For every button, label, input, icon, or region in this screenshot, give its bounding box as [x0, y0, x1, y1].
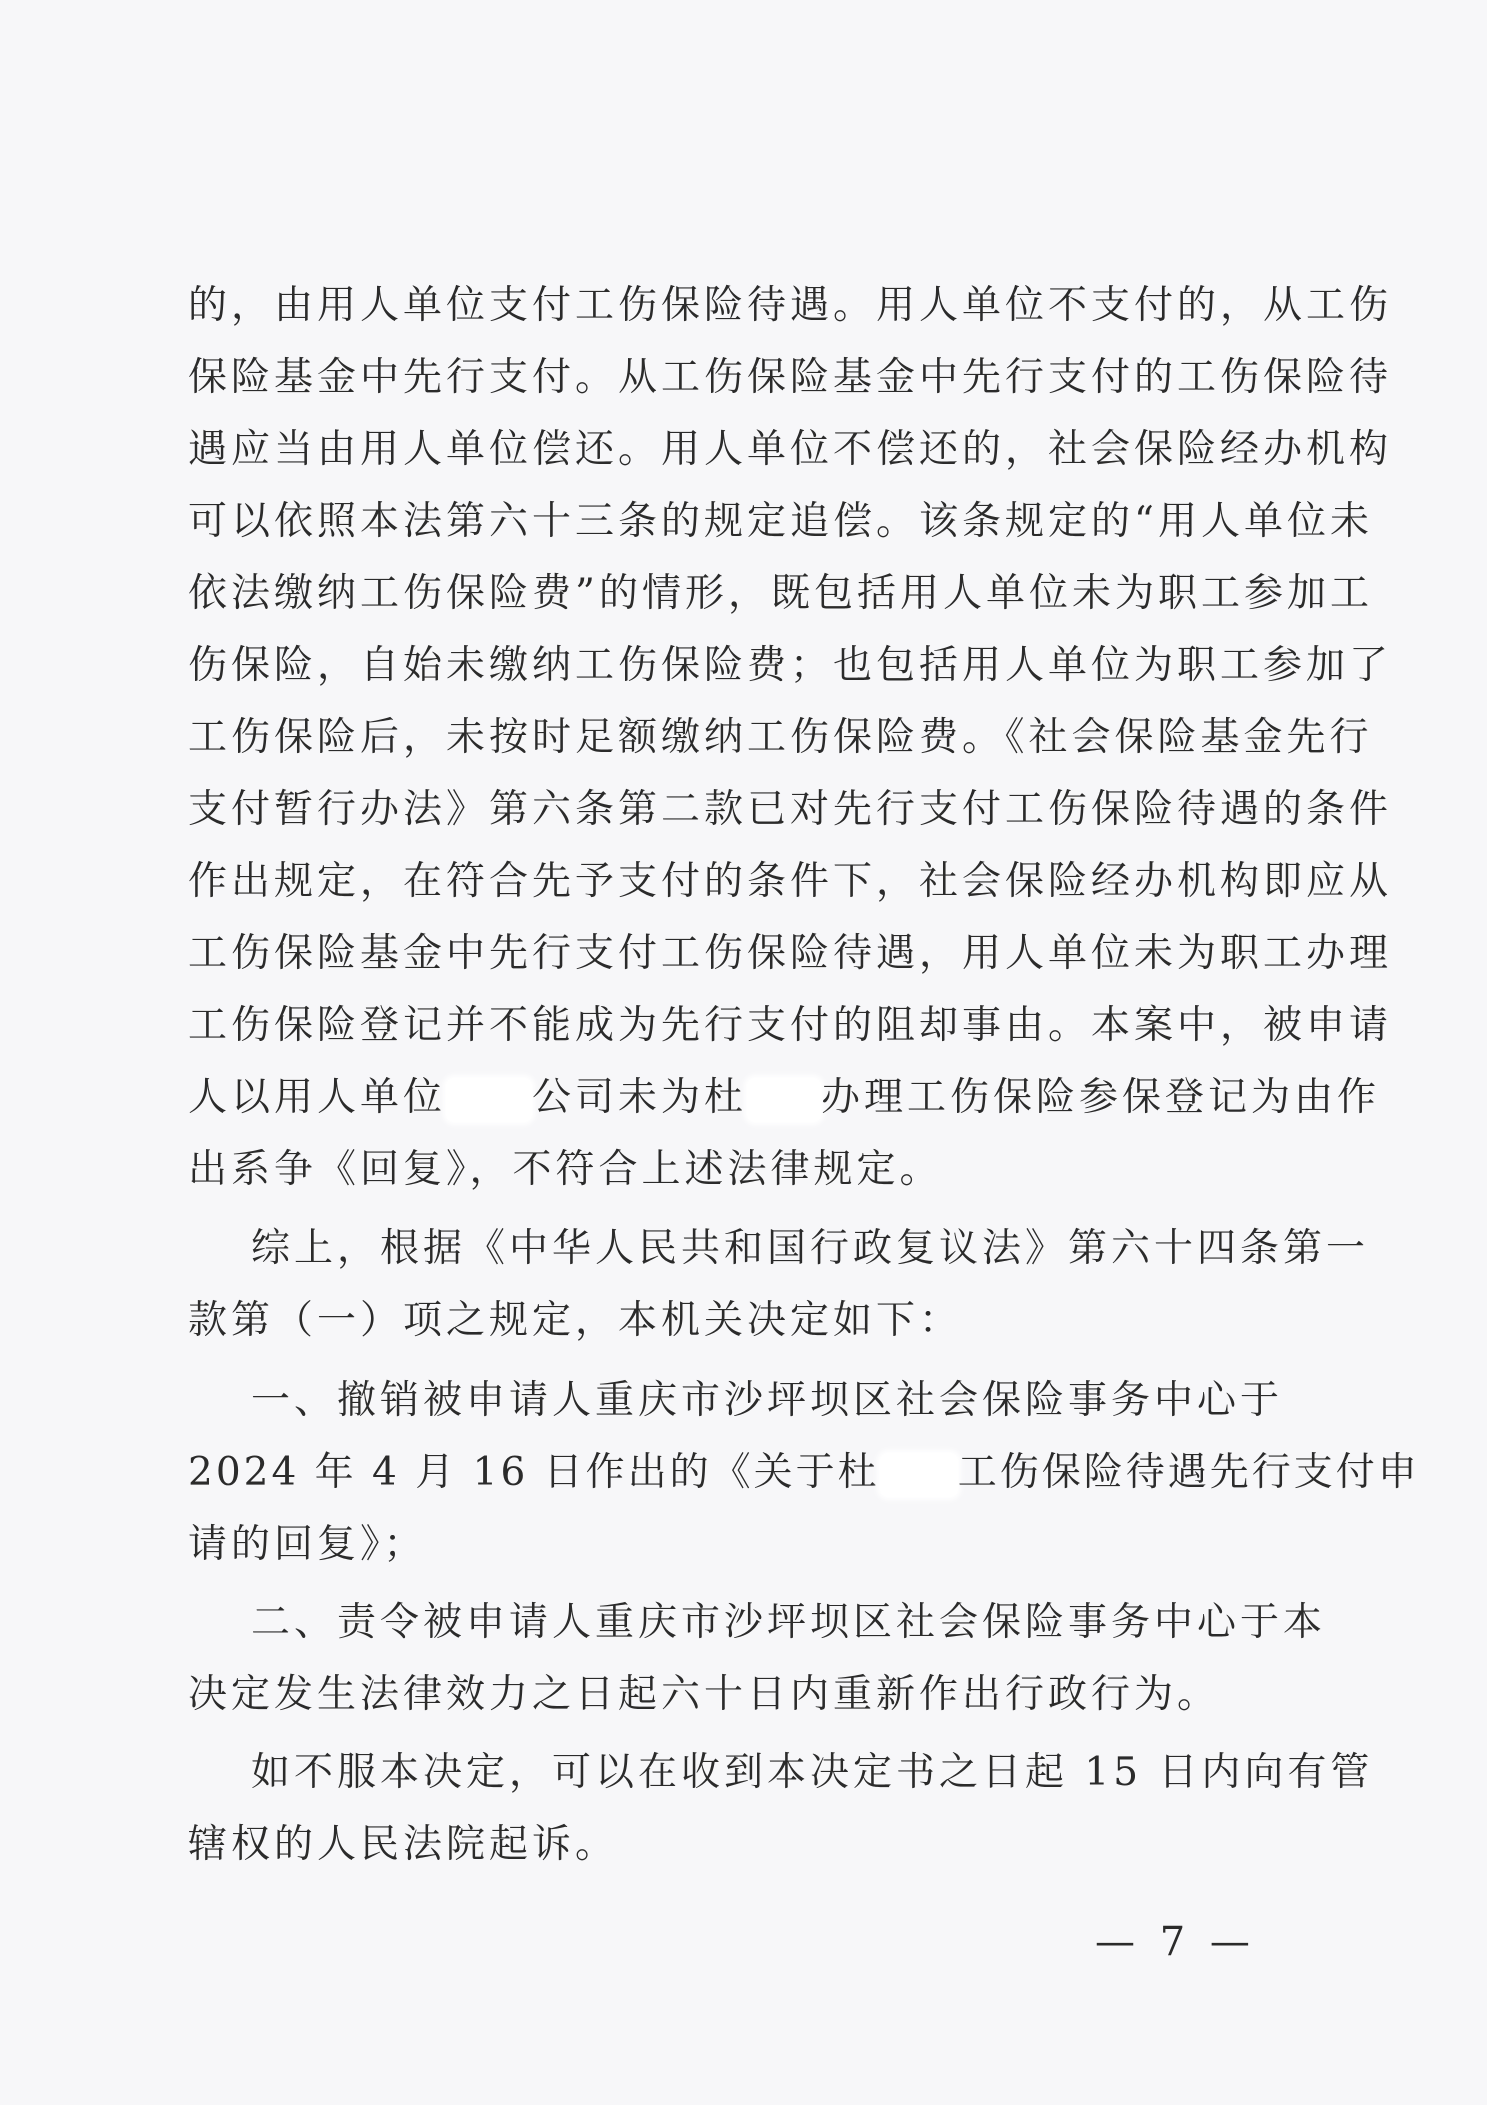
- text-line: [188, 487, 1373, 557]
- text-line: [188, 1286, 1318, 1356]
- text-segment: 人以用人单位: [188, 1075, 447, 1120]
- text-line: [188, 1135, 1318, 1205]
- text-line: [188, 703, 1373, 773]
- text-line: [188, 1660, 1318, 1730]
- text-segment: 工伤保险登记并不能成为先行支付的阻却事由。本案中，被申请: [188, 1003, 1393, 1048]
- text-segment: 可以依照本法第六十三条的规定追偿。该条规定的“用人单位未: [188, 499, 1373, 544]
- text-line: [188, 919, 1393, 989]
- text-line: [188, 1510, 1318, 1580]
- text-line: [188, 559, 1373, 629]
- text-segment: 二、责令被申请人重庆市沙坪坝区社会保险事务中心于本: [251, 1600, 1327, 1645]
- text-segment: 工伤保险后，未按时足额缴纳工伤保险费。《社会保险基金先行: [188, 715, 1373, 760]
- text-segment: 一、撤销被申请人重庆市沙坪坝区社会保险事务中心于: [251, 1378, 1284, 1423]
- text-segment: 遇应当由用人单位偿还。用人单位不偿还的，社会保险经办机构: [188, 427, 1393, 472]
- text-segment: 伤保险，自始未缴纳工伤保险费；也包括用人单位为职工参加了: [188, 643, 1393, 688]
- text-line: [188, 631, 1393, 701]
- text-line: [188, 847, 1393, 917]
- redaction-mark: [880, 1453, 958, 1497]
- redaction-mark: [446, 1078, 532, 1122]
- text-segment: 工伤保险基金中先行支付工伤保险待遇，用人单位未为职工办理: [188, 931, 1393, 976]
- text-line: [188, 415, 1393, 485]
- text-segment: 工伤保险待遇先行支付申: [957, 1450, 1420, 1495]
- text-segment: 请的回复》；: [188, 1522, 427, 1567]
- text-line: [188, 343, 1393, 413]
- text-segment: 公司未为杜: [532, 1075, 748, 1120]
- text-line: [188, 991, 1393, 1061]
- text-segment: 如不服本决定，可以在收到本决定书之日起 15 日内向有管: [251, 1750, 1374, 1795]
- text-segment: 辖权的人民法院起诉。: [188, 1822, 619, 1867]
- text-segment: 的，由用人单位支付工伤保险待遇。用人单位不支付的，从工伤: [188, 283, 1393, 328]
- page-number: — 7 —: [1095, 1919, 1256, 1965]
- text-line: [188, 1810, 1318, 1880]
- text-segment: 2024 年 4 月 16 日作出的《关于杜: [188, 1450, 880, 1495]
- text-line: [251, 1738, 1374, 1808]
- text-segment: 支付暂行办法》第六条第二款已对先行支付工伤保险待遇的条件: [188, 787, 1393, 832]
- text-line: [188, 271, 1393, 341]
- redaction-mark: [747, 1078, 821, 1122]
- text-segment: 保险基金中先行支付。从工伤保险基金中先行支付的工伤保险待: [188, 355, 1393, 400]
- text-line: [251, 1214, 1370, 1284]
- text-segment: 办理工伤保险参保登记为由作: [821, 1075, 1381, 1120]
- text-line: [188, 1063, 1381, 1133]
- text-segment: 作出规定，在符合先予支付的条件下，社会保险经办机构即应从: [188, 859, 1393, 904]
- text-line: [188, 775, 1393, 845]
- text-segment: 综上，根据《中华人民共和国行政复议法》第六十四条第一: [251, 1226, 1370, 1271]
- text-segment: 决定发生法律效力之日起六十日内重新作出行政行为。: [188, 1672, 1221, 1717]
- text-segment: 款第（一）项之规定，本机关决定如下：: [188, 1298, 963, 1343]
- text-line: [251, 1366, 1321, 1436]
- text-segment: 依法缴纳工伤保险费”的情形，既包括用人单位未为职工参加工: [188, 571, 1373, 616]
- text-segment: 出系争《回复》，不符合上述法律规定。: [188, 1147, 943, 1192]
- text-line: [251, 1588, 1327, 1658]
- text-line: [188, 1438, 1420, 1508]
